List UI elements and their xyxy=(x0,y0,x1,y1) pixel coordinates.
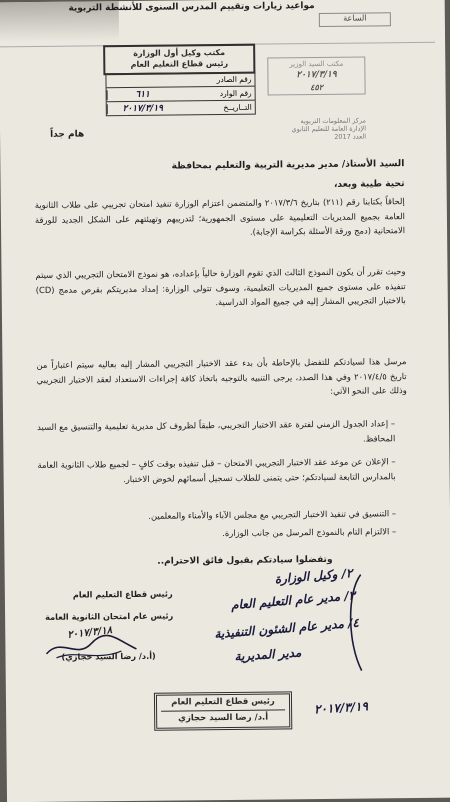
reg-date-label: التــاريــخ xyxy=(223,102,252,113)
sector-head-stamp xyxy=(154,691,292,730)
office-stamp xyxy=(103,44,255,75)
bullet-dash: – xyxy=(389,526,397,537)
top-table-fragment xyxy=(0,0,435,47)
faded-note-line2: الإدارة العامة للتعليم الثانوي xyxy=(291,124,367,134)
stamp-line1: مكتب وكيل أول الوزارة xyxy=(133,47,226,58)
reg-out-label: رقم الصادر xyxy=(216,74,252,85)
handwritten-note-1: ٢/ وكيل الوزارة xyxy=(274,565,354,587)
bullet-1 xyxy=(37,416,407,449)
bullet-3 xyxy=(38,506,408,524)
bullet-1-text: إعداد الجدول الزمني لفترة عقد الاختبار التجريبي، طبقاً لظروف كل مديرية تعليمية والتنسيق مع السيد المحافظ. xyxy=(37,418,396,444)
top-header: مواعيد زيارات وتقييم المدرس السنوى للأنشطة التربوية xyxy=(68,1,315,14)
handwritten-note-2: ٣/ مدير عام التعليم العام xyxy=(230,588,356,613)
paragraph-3: مرسل هذا لسيادتكم للتفضل بالإحاطة بأن بدء عقد الاختبار التجريبي المشار إليه بعاليه سيتم اعتباراً من تاريخ ٢٠١٧/٤/٥ وفي هذا الصدد، يرجى التنبيه بالتوجيه باتخاذ كافة إجراءات الاستعداد لعقد الاختبار التجريبي وذلك على النحو الآتي: xyxy=(36,356,407,396)
bullet-dash: – xyxy=(388,456,396,467)
bottom-stamp-line1: رئيس قطاع التعليم العام xyxy=(171,696,275,708)
greeting: تحية طيبة وبعد، xyxy=(333,178,405,190)
handwritten-note-4: مدير المديرية xyxy=(234,645,302,664)
closing-line: وتفضلوا سيادتكم بقبول فائق الاحترام.. xyxy=(157,554,333,567)
faded-stamp-line1: مكتب السيد الوزير xyxy=(289,59,344,69)
bullet-2 xyxy=(37,454,407,487)
paragraph-1: إلحاقاً بكتابنا رقم (٢١١) بتاريخ ٢٠١٧/٣/٦ والمتضمن اعتزام الوزارة تنفيذ امتحان تجريبي على طلاب الثانوية العامة بجميع المديريات التعليمية على مستوى الجمهورية؛ لتدريبهم وتهيئتهم على الشكل الجديد للورقة الامتحانية (دمج ورقة الأسئلة بكراسة الإجابة). xyxy=(34,196,406,237)
registry-box xyxy=(105,72,255,117)
reg-in-label: رقم الوارد xyxy=(219,88,252,99)
top-cell: الساعة xyxy=(319,12,391,27)
bullet-2-text: الإعلان عن موعد عقد الاختبار التجريبي الامتحان – قبل تنفيذه بوقت كافٍ – لجميع طلاب الثانوية العامة بالمدارس التابعة لسيادتكم؛ حتى يتمنى للطلاب تسجيل أسمائهم لخوض الاختبار. xyxy=(37,456,396,484)
reg-date: ٢٠١٧/٣/١٩ xyxy=(107,103,178,114)
addressee: السيد الأستاذ/ مدير مديرية التربية والتعليم بمحافظة xyxy=(171,158,405,172)
bullet-4 xyxy=(38,524,408,542)
faded-stamp xyxy=(267,57,365,96)
stamp-line2: رئيس قطاع التعليم العام xyxy=(130,58,229,69)
bullet-4-text: الالتزام التام بالنموذج المرسل من جانب الوزارة. xyxy=(222,526,390,539)
faded-stamp-date: ٢٠١٧/٣/١٩ xyxy=(296,70,337,81)
handwritten-bracket xyxy=(343,573,366,673)
faded-stamp-number: ٤٥٢ xyxy=(310,81,324,92)
handwritten-note-3: ٤/ مدير عام الشئون التنفيذية xyxy=(214,615,360,642)
bullet-dash: – xyxy=(388,418,396,429)
signature-title-2: رئيس عام امتحان الثانوية العامة xyxy=(45,610,174,622)
handwritten-bottom-date: ٢٠١٧/٣/١٩ xyxy=(313,699,369,717)
faded-note-line1: مركز المعلومات التربوية xyxy=(300,116,366,126)
bullet-3-text: التنسيق في تنفيذ الاختبار التجريبي مع مجلس الآباء والأمناء والمعلمين. xyxy=(148,508,390,521)
faded-note-line3: العدد 2017 xyxy=(334,132,367,141)
bottom-stamp-line2: أ.د/ رضا السيد حجازي xyxy=(161,710,285,726)
signatory-name: (أ.د/ رضا السيد حجازي) xyxy=(61,650,156,662)
bullet-dash: – xyxy=(389,508,397,519)
signature-title-1: رئيس قطاع التعليم العام xyxy=(72,588,173,600)
signature-handwritten-date: ٢٠١٧/٣/١٨ xyxy=(66,624,113,641)
paragraph-2: وحيث تقرر أن يكون النموذج الثالث الذي تقوم الوزارة حالياً بإعداده، هو نموذج الامتحان التجريبي الذي سيتم تنفيذه على مستوى جميع المديريات التعليمية، وسوف تتولى الوزارة: إمداد مديريتكم بقرص مدمج (CD) بالاختبار التجريبي المشار إليه في جميع المواد الدراسية. xyxy=(35,266,406,308)
important-label: هام جداً xyxy=(49,129,85,140)
reg-number: ٦١١ xyxy=(107,89,178,100)
